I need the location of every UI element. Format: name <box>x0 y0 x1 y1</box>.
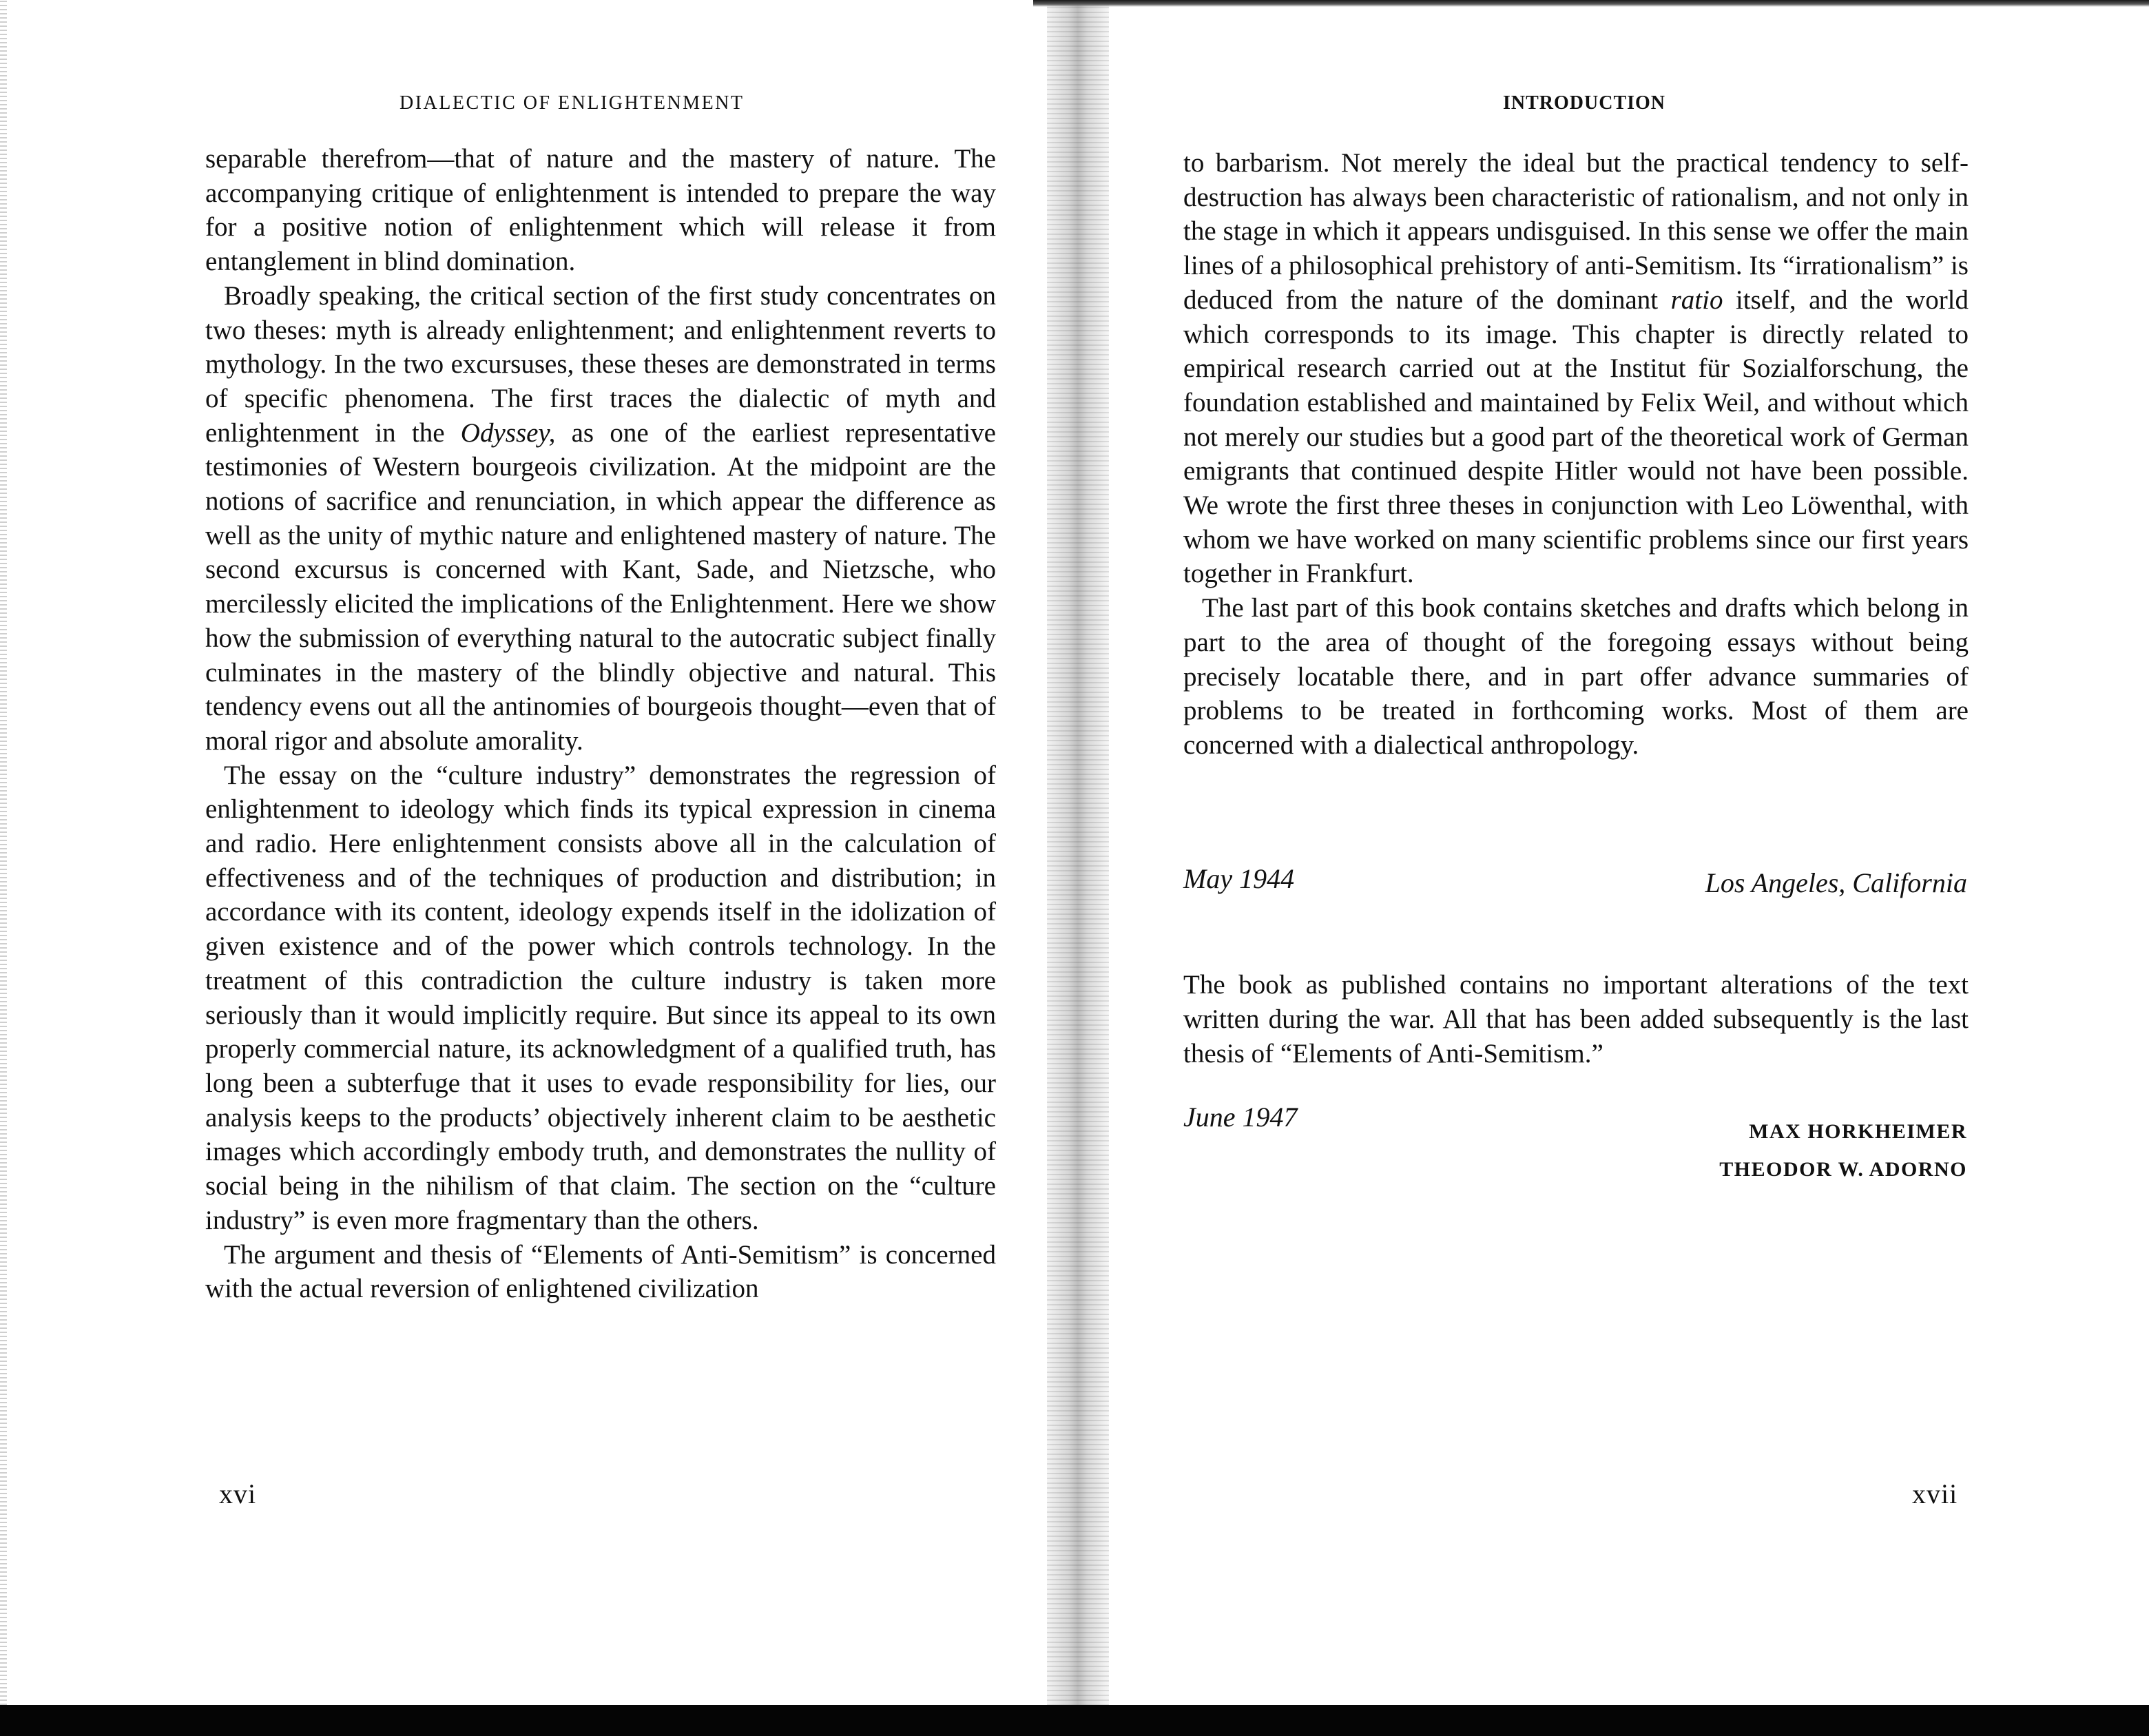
running-head-right: INTRODUCTION <box>1503 92 1666 114</box>
paragraph: separable therefrom—that of nature and the mastery of nature. The accompanying critique of enlightenment is intended to prepare the way for a positive notion of enlightenment which will release it from entanglement in blind domination. <box>205 144 996 277</box>
paragraph: The last part of this book contains sketches and drafts which belong in part to the area of thought of the foregoing essays without being precisely locatable there, and in part offer advance summaries of problems to be treated in forthcoming works. Most of them are concerned with a dialectical anthropology. <box>1183 593 1969 760</box>
signature-horkheimer: MAX HORKHEIMER <box>1749 1120 1967 1143</box>
place-los-angeles: Los Angeles, California <box>1705 867 1967 898</box>
paragraph-text: Broadly speaking, the critical section of the first study concentrates on two theses: myth is already enlightenment; and enlightenment reverts to mythology. In the two excursuses, these theses are demonstrated in terms of specific phenomena. The first traces the dialectic of myth and enlightenment in the <box>205 280 996 448</box>
dateline-may-1944: May 1944 <box>1183 863 1295 894</box>
scan-bottom-edge <box>0 1705 2149 1736</box>
paragraph: The argument and thesis of “Elements of Anti-Semitism” is concerned with the actual reversion of enlightened civilization <box>205 1239 996 1304</box>
dateline-june-1947: June 1947 <box>1183 1102 1298 1133</box>
paragraph <box>205 279 996 758</box>
paragraph: The essay on the “culture industry” demonstrates the regression of enlightenment to ideology which finds its typical expression in cinema and radio. Here enlightenment consists above all in the calculation of effectiveness and of the techniques of production and distribution; in accordance with its content, ideology expends itself in the idolization of given existence and of the power which controls technology. In the treatment of this contradiction the culture industry is taken more seriously than it would implicitly require. But since its appeal to its own properly commercial nature, its acknowledgment of a qualified truth, has long been a subterfuge that it uses to evade responsibility for lies, our analysis keeps to the products’ objectively inherent claim to be aesthetic images which accordingly embody truth, and demonstrates the nullity of social being in the nihilism of that claim. The section on the “culture industry” is even more fragmentary than the others. <box>205 760 996 1235</box>
paragraph <box>1183 146 1969 591</box>
signature-adorno: THEODOR W. ADORNO <box>1719 1158 1967 1181</box>
right-page-body <box>1183 146 1969 763</box>
right-page <box>1102 0 2149 1705</box>
paragraph-text: as one of the earliest representative testimonies of Western bourgeois civilization. At the midpoint are the notions of sacrifice and renunciation, in which appear the difference as well as the unity of mythic nature and enlightened mastery of nature. The second excursus is concerned with Kant, Sade, and Nietzsche, who mercilessly elicited the implications of the Enlightenment. Here we show how the submission of everything natural to the autocratic subject finally culminates in the mastery of the blindly objective and natural. This tendency evens out all the antinomies of bourgeois thought—even that of moral rigor and absolute amorality. <box>205 417 996 756</box>
author-signatures <box>1719 1113 1967 1188</box>
left-page-body <box>205 142 996 1306</box>
paragraph-text: to barbarism. Not merely the ideal but the practical tendency to self-destruction has always been characteristic of rationalism, and not only in the stage in which it appears undisguised. In this sense we offer the main lines of a philosophical prehistory of anti-Semitism. Its “irrationalism” is deduced from the nature of the dominant <box>1183 148 1969 315</box>
publication-note: The book as published contains no important alterations of the text written during the war. All that has been added subsequently is the last thesis of “Elements of Anti-Semitism.” <box>1183 970 1969 1068</box>
odyssey-title: Odyssey, <box>460 417 556 448</box>
top-shadow <box>1033 0 2149 7</box>
page-edge <box>0 0 7 1705</box>
left-page <box>0 0 1061 1705</box>
page-number-right: xvii <box>1912 1478 1958 1509</box>
running-head-left: DIALECTIC OF ENLIGHTENMENT <box>399 92 745 114</box>
paragraph-text: itself, and the world which corresponds to its image. This chapter is directly related to empirical research carried out at the Institut für Sozialforschung, the foundation established and maintained by Felix Weil, and without which not merely our studies but a good part of the theoretical work of German emigrants that continued despite Hitler would not have been possible. We wrote the first three theses in conjunction with Leo Löwenthal, with whom we have worked on many scientific problems since our first years together in Frankfurt. <box>1183 285 1969 589</box>
book-gutter <box>1047 0 1109 1715</box>
ratio-term: ratio <box>1670 285 1723 315</box>
page-number-left: xvi <box>219 1478 257 1509</box>
